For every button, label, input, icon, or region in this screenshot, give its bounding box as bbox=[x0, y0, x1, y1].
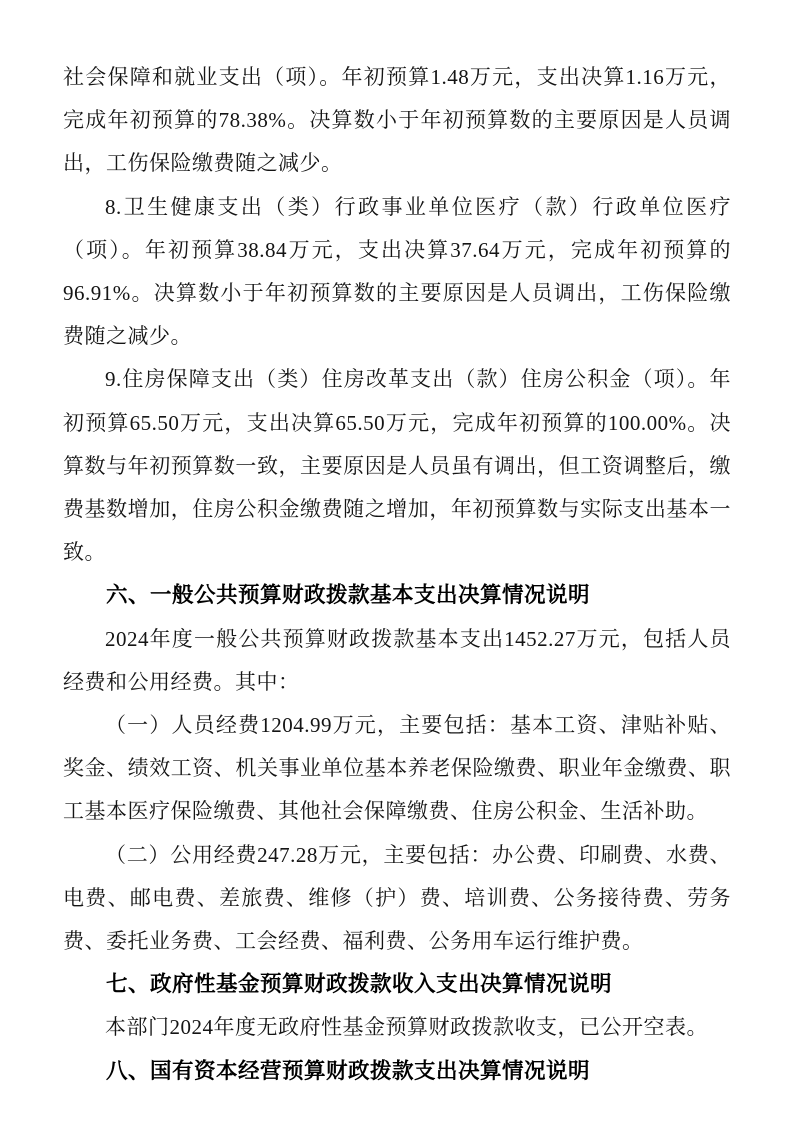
paragraph: 9.住房保障支出（类）住房改革支出（款）住房公积金（项）。年初预算65.50万元，支出决算65.50万元，完成年初预算的100.00%。决算数与年初预算数一致，主要原因是人员虽有调出，但工资调整后，缴费基数增加，住房公积金缴费随之增加，年初预算数与实际支出基本一致。 bbox=[63, 367, 731, 565]
paragraph: （一）人员经费1204.99万元，主要包括：基本工资、津贴补贴、奖金、绩效工资、机关事业单位基本养老保险缴费、职业年金缴费、职工基本医疗保险缴费、其他社会保障缴费、住房公积金、生活补助。 bbox=[63, 713, 731, 824]
paragraph: （二）公用经费247.28万元，主要包括：办公费、印刷费、水费、电费、邮电费、差旅费、维修（护）费、培训费、公务接待费、劳务费、委托业务费、工会经费、福利费、公务用车运行维护费。 bbox=[63, 842, 731, 954]
paragraph: 本部门2024年度无政府性基金预算财政拨款收支，已公开空表。 bbox=[105, 1015, 708, 1040]
paragraph: 社会保障和就业支出（项）。年初预算1.48万元，支出决算1.16万元，完成年初预算的78.38%。决算数小于年初预算数的主要原因是人员调出，工伤保险缴费随之减少。 bbox=[63, 65, 731, 176]
section-heading: 八、国有资本经营预算财政拨款支出决算情况说明 bbox=[106, 1058, 591, 1083]
paragraph: 2024年度一般公共预算财政拨款基本支出1452.27万元，包括人员经费和公用经费。其中： bbox=[63, 626, 731, 694]
section-heading: 七、政府性基金预算财政拨款收入支出决算情况说明 bbox=[106, 972, 613, 997]
document-body bbox=[63, 56, 731, 1093]
section-heading: 六、一般公共预算财政拨款基本支出决算情况说明 bbox=[106, 583, 591, 608]
paragraph: 8.卫生健康支出（类）行政事业单位医疗（款）行政单位医疗（项）。年初预算38.84万元，支出决算37.64万元，完成年初预算的96.91%。决算数小于年初预算数的主要原因是人员调出，工伤保险缴费随之减少。 bbox=[63, 194, 731, 349]
